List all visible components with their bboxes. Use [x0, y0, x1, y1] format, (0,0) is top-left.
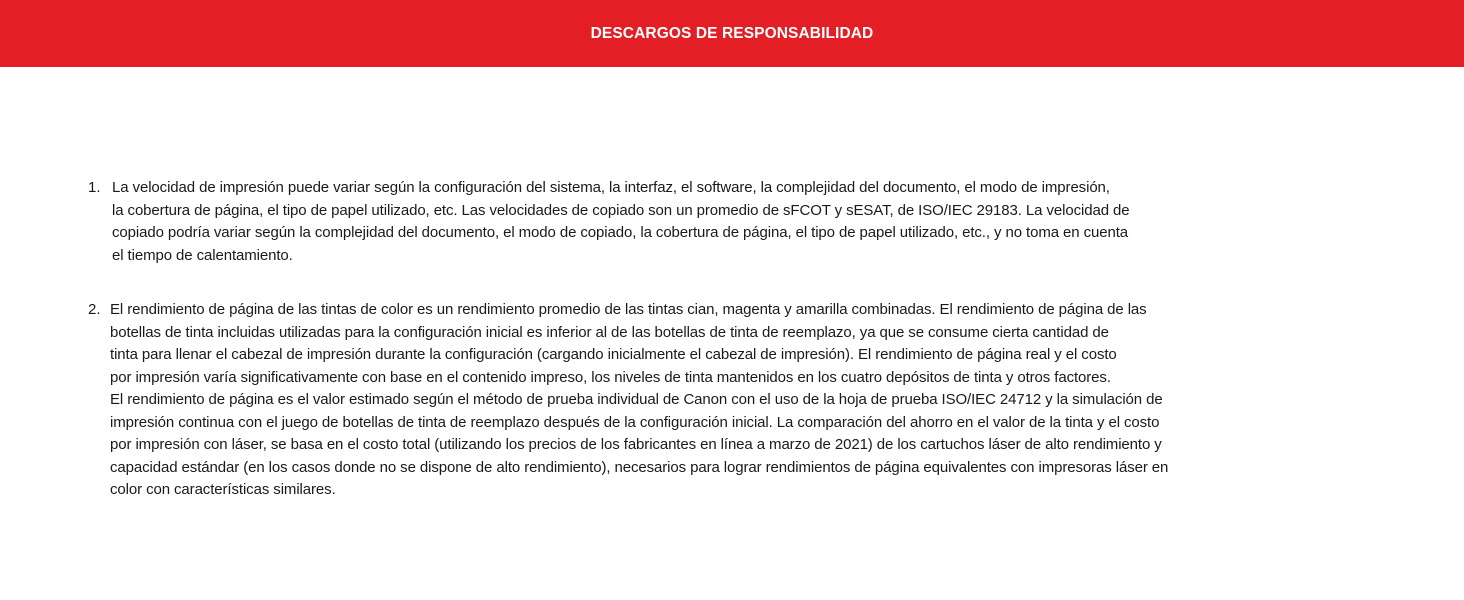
item-number: 2. — [88, 301, 101, 318]
disclaimer-text-line: la cobertura de página, el tipo de papel utilizado, etc. Las velocidades de copiado son un promedio de sFCOT y sESAT, de ISO/IEC 29183. La velocidad de — [112, 201, 1130, 219]
disclaimer-text-line: color con características similares. — [110, 481, 336, 498]
disclaimer-text-line: El rendimiento de página es el valor estimado según el método de prueba individual de Canon con el uso de la hoja de prueba ISO/IEC 24712 y la simulación de — [110, 391, 1163, 408]
disclaimer-item — [88, 299, 1168, 502]
disclaimer-text-line: copiado podría variar según la complejidad del documento, el modo de copiado, la cobertura de página, el tipo de papel utilizado, etc., y no toma en cuenta — [112, 224, 1129, 241]
disclaimer-text-line: el tiempo de calentamiento. — [112, 246, 293, 264]
disclaimer-item — [88, 177, 1168, 267]
page-title: DESCARGOS DE RESPONSABILIDAD — [590, 24, 874, 42]
disclaimer-list — [88, 177, 1168, 534]
disclaimer-text-line: El rendimiento de página de las tintas de color es un rendimiento promedio de las tintas cian, magenta y amarilla combinadas. El rendimiento de página de las — [110, 301, 1147, 318]
disclaimer-text-line: botellas de tinta incluidas utilizadas para la configuración inicial es inferior al de las botellas de tinta de reemplazo, ya que se consume cierta cantidad de — [110, 323, 1109, 341]
disclaimer-text-line: impresión continua con el juego de botellas de tinta de reemplazo después de la configuración inicial. La comparación del ahorro en el valor de la tinta y el costo — [110, 413, 1160, 431]
disclaimer-text-line: por impresión varía significativamente con base en el contenido impreso, los niveles de tinta mantenidos en los cuatro depósitos de tinta y otros factores. — [110, 368, 1111, 386]
disclaimer-text-line: tinta para llenar el cabezal de impresión durante la configuración (cargando inicialmente el cabezal de impresión). El rendimiento de página real y el costo — [110, 346, 1117, 363]
disclaimer-text-line: La velocidad de impresión puede variar según la configuración del sistema, la interfaz, el software, la complejidad del documento, el modo de impresión, — [112, 179, 1110, 196]
disclaimers-header — [0, 0, 1464, 67]
item-number: 1. — [88, 179, 101, 196]
disclaimer-text-line: por impresión con láser, se basa en el costo total (utilizando los precios de los fabricantes en línea a marzo de 2021) de los cartuchos láser de alto rendimiento y — [110, 436, 1162, 453]
disclaimer-text-line: capacidad estándar (en los casos donde no se dispone de alto rendimiento), necesarios para lograr rendimientos de página equivalentes con impresoras láser en — [110, 458, 1169, 476]
